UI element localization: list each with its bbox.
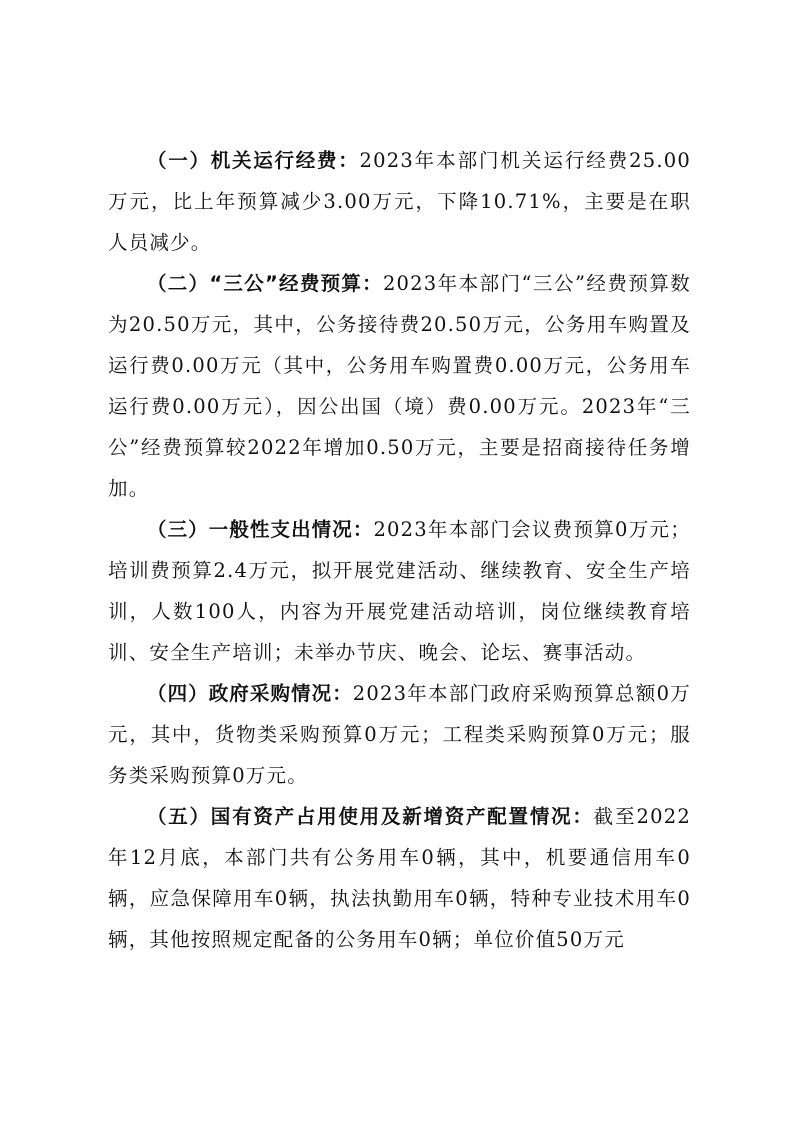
paragraph-general-expenditure: [108, 509, 691, 673]
paragraph-state-assets: [108, 796, 691, 960]
paragraph-heading: （二）“三公”经费预算：: [147, 272, 383, 295]
paragraph-heading: （三）一般性支出情况：: [147, 518, 374, 541]
paragraph-text: 截至2022年12月底，本部门共有公务用车0辆，其中，机要通信用车0辆，应急保障用车0辆，执法执勤用车0辆，特种专业技术用车0辆，其他按照规定配备的公务用车0辆；单位价值50万元: [108, 805, 691, 951]
paragraph-text: 2023年本部门政府采购预算总额0万元，其中，货物类采购预算0万元；工程类采购预算0万元；服务类采购预算0万元。: [108, 682, 691, 787]
paragraph-text: 2023年本部门机关运行经费25.00万元，比上年预算减少3.00万元，下降10.71%，主要是在职人员减少。: [108, 149, 691, 254]
paragraph-three-public-expenses: [108, 263, 691, 509]
paragraph-heading: （一）机关运行经费：: [147, 149, 360, 172]
paragraph-heading: （五）国有资产占用使用及新增资产配置情况：: [147, 805, 594, 828]
paragraph-operating-expenses: [108, 140, 691, 263]
document-body: [108, 140, 691, 960]
paragraph-heading: （四）政府采购情况：: [147, 682, 353, 705]
paragraph-text: 2023年本部门会议费预算0万元；培训费预算2.4万元，拟开展党建活动、继续教育、安全生产培训，人数100人，内容为开展党建活动培训，岗位继续教育培训、安全生产培训；未举办节庆、晚会、论坛、赛事活动。: [108, 518, 691, 664]
paragraph-text: 2023年本部门“三公”经费预算数为20.50万元，其中，公务接待费20.50万元，公务用车购置及运行费0.00万元（其中，公务用车购置费0.00万元，公务用车运行费0.00万元），因公出国（境）费0.00万元。2023年“三公”经费预算较2022年增加0.50万元，主要是招商接待任务增加。: [108, 272, 692, 500]
paragraph-government-procurement: [108, 673, 691, 796]
